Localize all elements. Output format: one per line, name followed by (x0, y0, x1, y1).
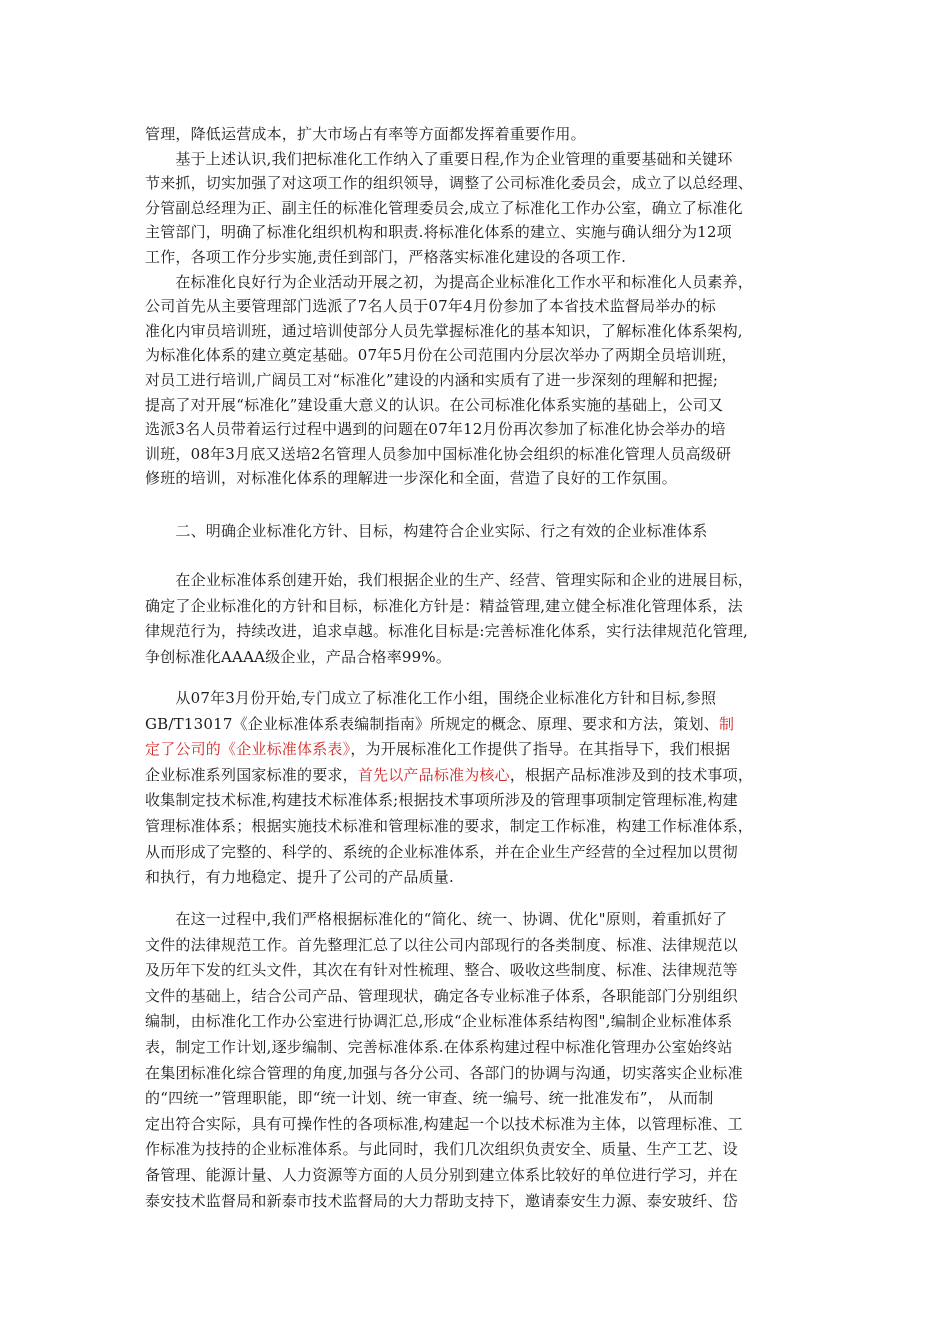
text-line: 管理，降低运营成本，扩大市场占有率等方面都发挥着重要作用。 (145, 125, 586, 143)
text-line: 备管理、能源计量、人力资源等方面的人员分别到建立体系比较好的单位进行学习，并在 (145, 1165, 738, 1184)
section-heading (145, 519, 810, 544)
text-line (145, 865, 810, 891)
text-line: 准化内审员培训班，通过培训使部分人员先掌握标准化的基本知识，了解标准化体系架构, (145, 321, 743, 340)
text-line: 文件的法律规范工作。首先整理汇总了以往公司内部现行的各类制度、标准、法律规范以 (145, 935, 738, 954)
text-line: 的“四统一”管理职能，即“统一计划、统一审查、统一编号、统一批准发布”， 从而制 (145, 1089, 714, 1108)
text-line: 在标准化良好行为企业活动开展之初，为提高企业标准化工作水平和标准化人员素养， (145, 272, 754, 291)
text-line (145, 737, 810, 763)
text-line: 为标准化体系的建立奠定基础。07年5月份在公司范围内分层次举办了两期全员培训班， (145, 346, 737, 365)
text-line (145, 712, 810, 738)
text-line: 工作，各项工作分步实施,责任到部门，严格落实标准化建设的各项工作. (145, 247, 627, 266)
heading-text: 二、明确企业标准化方针、目标，构建符合企业实际、行之有效的企业标准体系 (145, 522, 708, 540)
paragraph-training (145, 122, 810, 491)
text-line: 及历年下发的红头文件，其次在有针对性梳理、整合、吸收这些制度、标准、法律规范等 (145, 961, 738, 980)
text-line: 表，制定工作计划,逐步编制、完善标准体系.在体系构建过程中标准化管理办公室始终站 (145, 1037, 733, 1056)
text-line (145, 788, 810, 814)
paragraph-standard-system (145, 686, 810, 891)
text-line: 在这一过程中,我们严格根据标准化的“简化、统一、协调、优化"原则，着重抓好了 (145, 910, 728, 928)
text-line (145, 840, 810, 866)
text-line: 在企业标准体系创建开始，我们根据企业的生产、经营、管理实际和企业的进展目标， (145, 571, 754, 589)
text-line: 对员工进行培训,广阔员工对“标准化”建设的内涵和实质有了进一步深刻的理解和把握; (145, 370, 719, 389)
text-line: 争创标准化AAAA级企业，产品合格率99%。 (145, 647, 452, 666)
paragraph-policy (145, 568, 810, 670)
text-run: 管理标准体系；根据实施技术标准和管理标准的要求，制定工作标准，构建工作标准体系， (145, 816, 754, 835)
text-line: 选派3名人员带着运行过程中遇到的问题在07年12月份再次参加了标准化协会举办的培 (145, 420, 726, 439)
text-line: 在集团标准化综合管理的角度,加强与各分公司、各部门的协调与沟通，切实落实企业标准 (145, 1063, 743, 1082)
text-run: ，为开展标准化工作提供了指导。在其指导下，我们根据 (350, 740, 731, 759)
text-line: 主管部门，明确了标准化组织机构和职责.将标准化体系的建立、实施与确认细分为12项 (145, 223, 732, 242)
text-run: 企业标准系列国家标准的要求， (145, 765, 358, 784)
text-line: 节来抓，切实加强了对这项工作的组织领导，调整了公司标准化委员会，成立了以总经理、 (145, 174, 754, 193)
text-line: 基于上述认识,我们把标准化工作纳入了重要日程,作为企业管理的重要基础和关键环 (145, 149, 733, 168)
text-line: 分管副总经理为正、副主任的标准化管理委员会,成立了标准化工作办公室，确立了标准化 (145, 198, 743, 217)
text-line (145, 763, 810, 789)
text-run: ，根据产品标准涉及到的技术事项， (509, 765, 754, 784)
highlighted-text: 定了公司的《企业标准体系表》 (145, 740, 351, 759)
text-line: 训班，08年3月底又送培2名管理人员参加中国标准化协会组织的标准化管理人员高级研 (145, 444, 732, 463)
text-line: 编制，由标准化工作办公室进行协调汇总,形成“企业标准体系结构图",编制企业标准体系 (145, 1012, 733, 1031)
text-line: 定出符合实际，具有可操作性的各项标准,构建起一个以技术标准为主体，以管理标准、工 (145, 1114, 743, 1133)
highlighted-text: 首先以产品标准为核心 (357, 765, 510, 784)
highlighted-text: 制 (719, 714, 735, 733)
paragraph-process (145, 907, 810, 1214)
text-line: 修班的培训，对标准化体系的理解进一步深化和全面，营造了良好的工作氛围。 (145, 469, 678, 488)
text-line (145, 814, 810, 840)
text-run: 收集制定技术标准,构建技术标准体系;根据技术事项所涉及的管理事项制定管理标准,构建 (145, 791, 738, 810)
text-line: 律规范行为，持续改进，追求卓越。标准化目标是:完善标准化体系，实行法律规范化管理, (145, 622, 749, 641)
text-line: 文件的基础上，结合公司产品、管理现状，确定各专业标准子体系，各职能部门分别组织 (145, 986, 738, 1005)
text-line: 确定了企业标准化的方针和目标，标准化方针是：精益管理,建立健全标准化管理体系，法 (145, 596, 743, 615)
text-run: 从07年3月份开始,专门成立了标准化工作小组，围绕企业标准化方针和目标,参照 (145, 689, 717, 707)
text-run: 从而形成了完整的、科学的、系统的企业标准体系，并在企业生产经营的全过程加以贯彻 (145, 842, 738, 861)
text-line (145, 686, 810, 712)
text-line: 作标准为技持的企业标准体系。与此同时，我们几次组织负责安全、质量、生产工艺、设 (145, 1140, 738, 1159)
text-line: 提高了对开展“标准化”建设重大意义的认识。在公司标准化体系实施的基础上，公司又 (145, 395, 724, 414)
text-line: 泰安技术监督局和新泰市技术监督局的大力帮助支持下，邀请泰安生力源、泰安玻纤、岱 (145, 1191, 738, 1210)
text-run: GB/T13017《企业标准体系表编制指南》所规定的概念、原理、要求和方法，策划、 (145, 714, 719, 733)
text-run: 和执行，有力地稳定、提升了公司的产品质量. (145, 868, 454, 887)
text-line: 公司首先从主要管理部门选派了7名人员于07年4月份参加了本省技术监督局举办的标 (145, 297, 716, 316)
